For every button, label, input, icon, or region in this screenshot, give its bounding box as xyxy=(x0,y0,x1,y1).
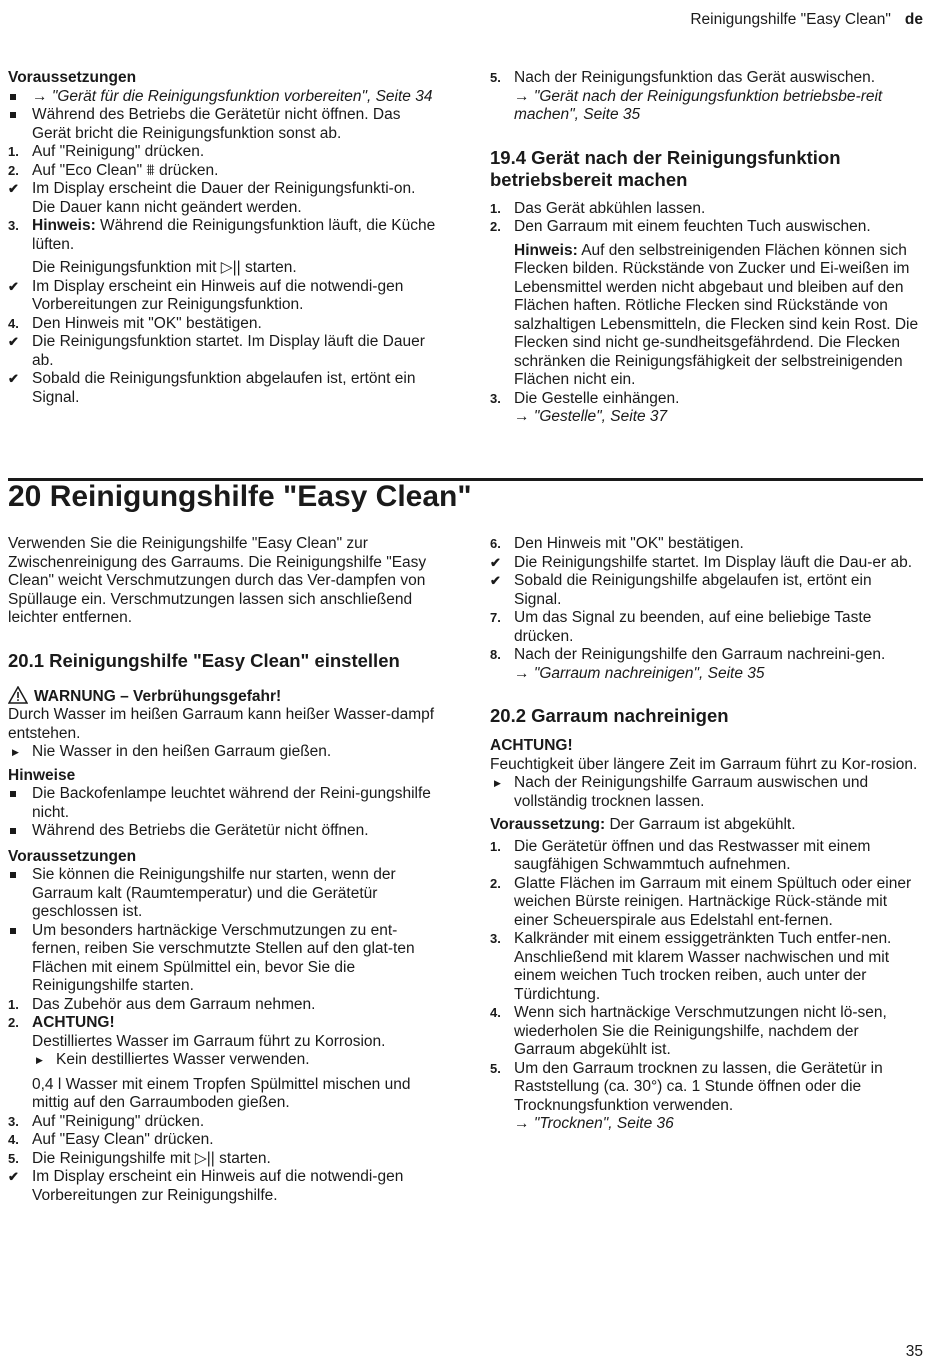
cross-reference-link[interactable]: → "Gestelle", Seite 37 xyxy=(514,408,668,425)
list-item: Sie können die Reinigungshilfe nur starten, wenn der Garraum kalt (Raumtemperatur) und die Gerätetür geschlossen ist. xyxy=(8,866,440,922)
action: ▶ Nie Wasser in den heißen Garraum gießen. xyxy=(12,743,332,760)
step: 5. Um den Garraum trocknen zu lassen, die Gerätetür in Raststellung (ca. 30°) ca. 1 Stunde öffnen oder die Trocknungsfunktion verwenden. → "Trocknen", Seite 36 xyxy=(490,1059,883,1132)
chapter-title: 20 Reinigungshilfe "Easy Clean" xyxy=(8,480,472,513)
result: ✔ Sobald die Reinigungsfunktion abgelaufen ist, ertönt ein Signal. xyxy=(8,370,416,406)
prerequisite: Voraussetzung: Der Garraum ist abgekühlt. xyxy=(490,816,796,833)
note: Hinweis: Auf den selbstreinigenden Flächen können sich Flecken bilden. Rückstände von Zucker und Ei-weißen im Lebensmittel werden nicht abgebaut und bleiben auf den Flächen haften. Rötliche Flecken sind Rückstände von salzhaltigen Lebensmitteln, die Flecken sind kein Rost. Die Flecken sind nicht ge-sundheitsgefährdend. Die Flecken schränken die Reinigungsfähigkeit der selbstreinigenden Flächen nicht ein. xyxy=(514,241,919,388)
header-title: Reinigungshilfe "Easy Clean" xyxy=(690,11,891,28)
list-item: Die Backofenlampe leuchtet während der Reini-gungshilfe nicht. xyxy=(8,785,440,822)
warning-text: Durch Wasser im heißen Garraum kann heißer Wasser-dampf entstehen. xyxy=(8,706,435,742)
result: ✔ Im Display erscheint ein Hinweis auf die notwendi-gen Vorbereitungen zur Reinigungshilfe. xyxy=(8,1168,404,1204)
prerequisites-heading: Voraussetzungen xyxy=(8,69,137,86)
step: 5. Die Reinigungshilfe mit ▷|| starten. xyxy=(8,1149,271,1167)
result: ✔ Die Reinigungsfunktion startet. Im Display läuft die Dauer ab. xyxy=(8,333,425,369)
warning-title: WARNUNG – Verbrühungsgefahr! xyxy=(8,686,440,707)
list-item: Um besonders hartnäckige Verschmutzungen zu ent-fernen, reiben Sie verschmutzte Stellen auf den glat-ten Flächen mit einem Spülmittel ein, bevor Sie die Reinigungshilfe starten. xyxy=(8,922,440,996)
top-left-column xyxy=(8,69,440,407)
step: 3. Auf "Reinigung" drücken. xyxy=(8,1112,205,1130)
step: 1. Das Zubehör aus dem Garraum nehmen. xyxy=(8,995,316,1013)
bottom-left-column xyxy=(8,535,440,1205)
result: ✔ Im Display erscheint ein Hinweis auf die notwendi-gen Vorbereitungen zur Reinigungsfunktion. xyxy=(8,277,404,313)
step: 2. ACHTUNG! Destilliertes Wasser im Garraum führt zu Korrosion. xyxy=(8,1014,386,1050)
step: 7. Um das Signal zu beenden, auf eine beliebige Taste drücken. xyxy=(490,609,872,645)
step: 1. Auf "Reinigung" drücken. xyxy=(8,143,205,160)
section-heading-19-4: 19.4 Gerät nach der Reinigungsfunktion betriebsbereit machen xyxy=(490,146,841,190)
eco-clean-icon: ⩩ xyxy=(146,161,155,179)
step: 3. Kalkränder mit einem essiggetränkten Tuch entfer-nen. Anschließend mit klarem Wasser nachwischen und mit einem weichen Tuch trocken reiben, auch unter der Türdichtung. xyxy=(490,930,892,1003)
top-right-column xyxy=(490,69,922,427)
checkmark-icon: ✔ xyxy=(490,554,501,570)
step: 3. Hinweis: Während die Reinigungsfunktion läuft, die Küche lüften. xyxy=(8,217,436,253)
step: 5. Nach der Reinigungsfunktion das Gerät auswischen. → "Gerät nach der Reinigungsfunktion betriebsbe-reit machen", Seite 35 xyxy=(490,69,883,123)
step: 4. Wenn sich hartnäckige Verschmutzungen nicht lö-sen, wiederholen Sie die Reinigungshilfe, nachdem der Garraum abgekühlt ist. xyxy=(490,1004,887,1058)
step: 2. Den Garraum mit einem feuchten Tuch auswischen. xyxy=(490,218,871,235)
result: ✔ Im Display erscheint die Dauer der Reinigungsfunkti-on. Die Dauer kann nicht geändert werden. xyxy=(8,180,416,216)
cross-reference-link[interactable]: → "Garraum nachreinigen", Seite 35 xyxy=(514,664,765,682)
step: 6. Den Hinweis mit "OK" bestätigen. xyxy=(490,535,744,552)
action: ▶ Kein destilliertes Wasser verwenden. xyxy=(36,1051,310,1068)
result: ✔ Die Reinigungshilfe startet. Im Display läuft die Dau-er ab. xyxy=(490,553,913,571)
start-stop-icon: ▷|| xyxy=(194,1149,215,1167)
warning-triangle-icon xyxy=(8,686,28,704)
page-number: 35 xyxy=(905,1342,923,1360)
action-arrow-icon: ▶ xyxy=(36,1055,43,1065)
step: 2. Auf "Eco Clean" ⩩ drücken. xyxy=(8,161,219,179)
action-arrow-icon: ▶ xyxy=(12,747,19,757)
checkmark-icon: ✔ xyxy=(490,573,501,588)
header-lang: de xyxy=(904,11,923,28)
step: 2. Glatte Flächen im Garraum mit einem Spültuch oder einer weichen Bürste reinigen. Hartnäckige Rück-stände mit einer Scheuerspirale aus Edelstahl ent-fernen. xyxy=(490,874,912,929)
checkmark-icon: ✔ xyxy=(8,334,19,349)
bottom-right-column xyxy=(490,535,922,1134)
checkmark-icon: ✔ xyxy=(8,181,19,196)
section-heading-20-2: 20.2 Garraum nachreinigen xyxy=(490,705,729,726)
attention-title: ACHTUNG! xyxy=(490,737,573,754)
checkmark-icon: ✔ xyxy=(8,278,19,294)
attention-text: Feuchtigkeit über längere Zeit im Garraum führt zu Kor-rosion. xyxy=(490,755,918,773)
notes-heading: Hinweise xyxy=(8,766,76,784)
step: 1. Die Gerätetür öffnen und das Restwasser mit einem saugfähigen Schwammtuch aufnehmen. xyxy=(490,837,871,873)
step: 1. Das Gerät abkühlen lassen. xyxy=(490,199,706,217)
list-item: Während des Betriebs die Gerätetür nicht öffnen. Das Gerät bricht die Reinigungsfunktion sonst ab. xyxy=(8,106,440,143)
cross-reference-link[interactable]: → "Gerät nach der Reinigungsfunktion betriebsbe-reit machen", Seite 35 xyxy=(514,87,883,123)
action-arrow-icon: ▶ xyxy=(494,778,501,788)
step: 4. Den Hinweis mit "OK" bestätigen. xyxy=(8,314,262,332)
start-stop-icon: ▷|| xyxy=(220,259,241,276)
list-item xyxy=(8,88,440,107)
cross-reference-link[interactable]: → "Gerät für die Reinigungsfunktion vorbereiten", Seite 34 xyxy=(32,87,433,105)
prerequisites-heading: Voraussetzungen xyxy=(8,847,137,865)
checkmark-icon: ✔ xyxy=(8,371,19,386)
intro-paragraph: Verwenden Sie die Reinigungshilfe "Easy Clean" zur Zwischenreinigung des Garraums. Die Reinigungshilfe "Easy Clean" weicht Verschmutzungen durch das Ver-dampfen von Spüllauge ein. Verschmutzungen lassen sich anschließend leichter entfernen. xyxy=(8,535,427,626)
section-heading-20-1: 20.1 Reinigungshilfe "Easy Clean" einstellen xyxy=(8,649,400,671)
step-continuation: Die Reinigungsfunktion mit ▷|| starten. xyxy=(32,259,297,276)
result: ✔ Sobald die Reinigungshilfe abgelaufen ist, ertönt ein Signal. xyxy=(490,572,872,608)
step: 4. Auf "Easy Clean" drücken. xyxy=(8,1131,214,1148)
checkmark-icon: ✔ xyxy=(8,1169,19,1184)
step: 3. Die Gestelle einhängen. → "Gestelle", Seite 37 xyxy=(490,389,680,425)
action: ▶ Nach der Reinigungshilfe Garraum auswischen und vollständig trocknen lassen. xyxy=(494,774,869,810)
step-continuation: 0,4 l Wasser mit einem Tropfen Spülmittel mischen und mittig auf den Garraumboden gießen. xyxy=(32,1075,411,1111)
list-item: Während des Betriebs die Gerätetür nicht öffnen. xyxy=(8,822,440,841)
running-header xyxy=(690,11,923,30)
step: 8. Nach der Reinigungshilfe den Garraum nachreini-gen. → "Garraum nachreinigen", Seite 35 xyxy=(490,646,886,682)
cross-reference-link[interactable]: → "Trocknen", Seite 36 xyxy=(514,1115,674,1132)
